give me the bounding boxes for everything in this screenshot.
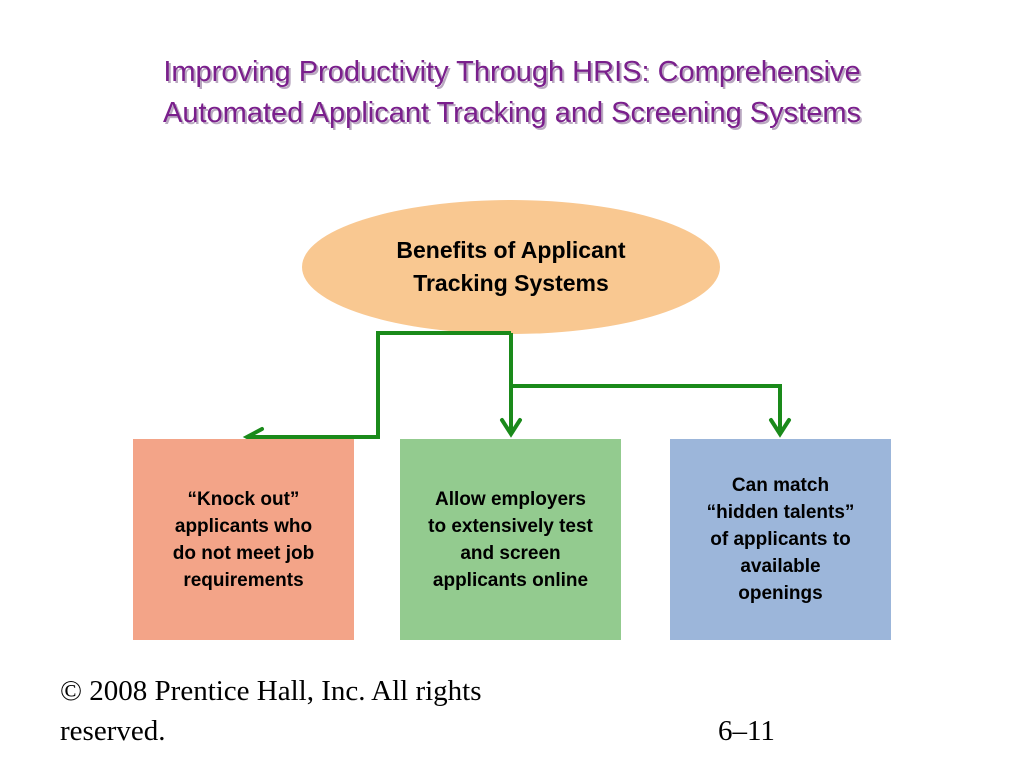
slide-title-line-2: Automated Applicant Tracking and Screening Systems bbox=[163, 97, 861, 129]
central-node-line-2: Tracking Systems bbox=[413, 270, 609, 296]
benefit-text-hidden-talents: Can match “hidden talents” of applicants to available openings bbox=[706, 475, 855, 604]
benefit-box-hidden-talents bbox=[670, 439, 891, 640]
copyright-notice: © 2008 Prentice Hall, Inc. All rights reserved. bbox=[60, 675, 482, 747]
benefit-box-test-online bbox=[400, 439, 621, 640]
benefit-text-test-online: Allow employers to extensively test and screen applicants online bbox=[428, 488, 593, 591]
central-node-line-1: Benefits of Applicant bbox=[396, 237, 626, 263]
slide-title-line-1: Improving Productivity Through HRIS: Comprehensive bbox=[163, 56, 861, 88]
slide-number: 6–11 bbox=[718, 715, 775, 747]
connector-to-left-box bbox=[250, 333, 511, 437]
benefit-text-knock-out: “Knock out” applicants who do not meet job requirements bbox=[172, 488, 315, 591]
connector-to-right-box bbox=[511, 386, 780, 430]
benefit-box-knock-out bbox=[133, 439, 354, 640]
